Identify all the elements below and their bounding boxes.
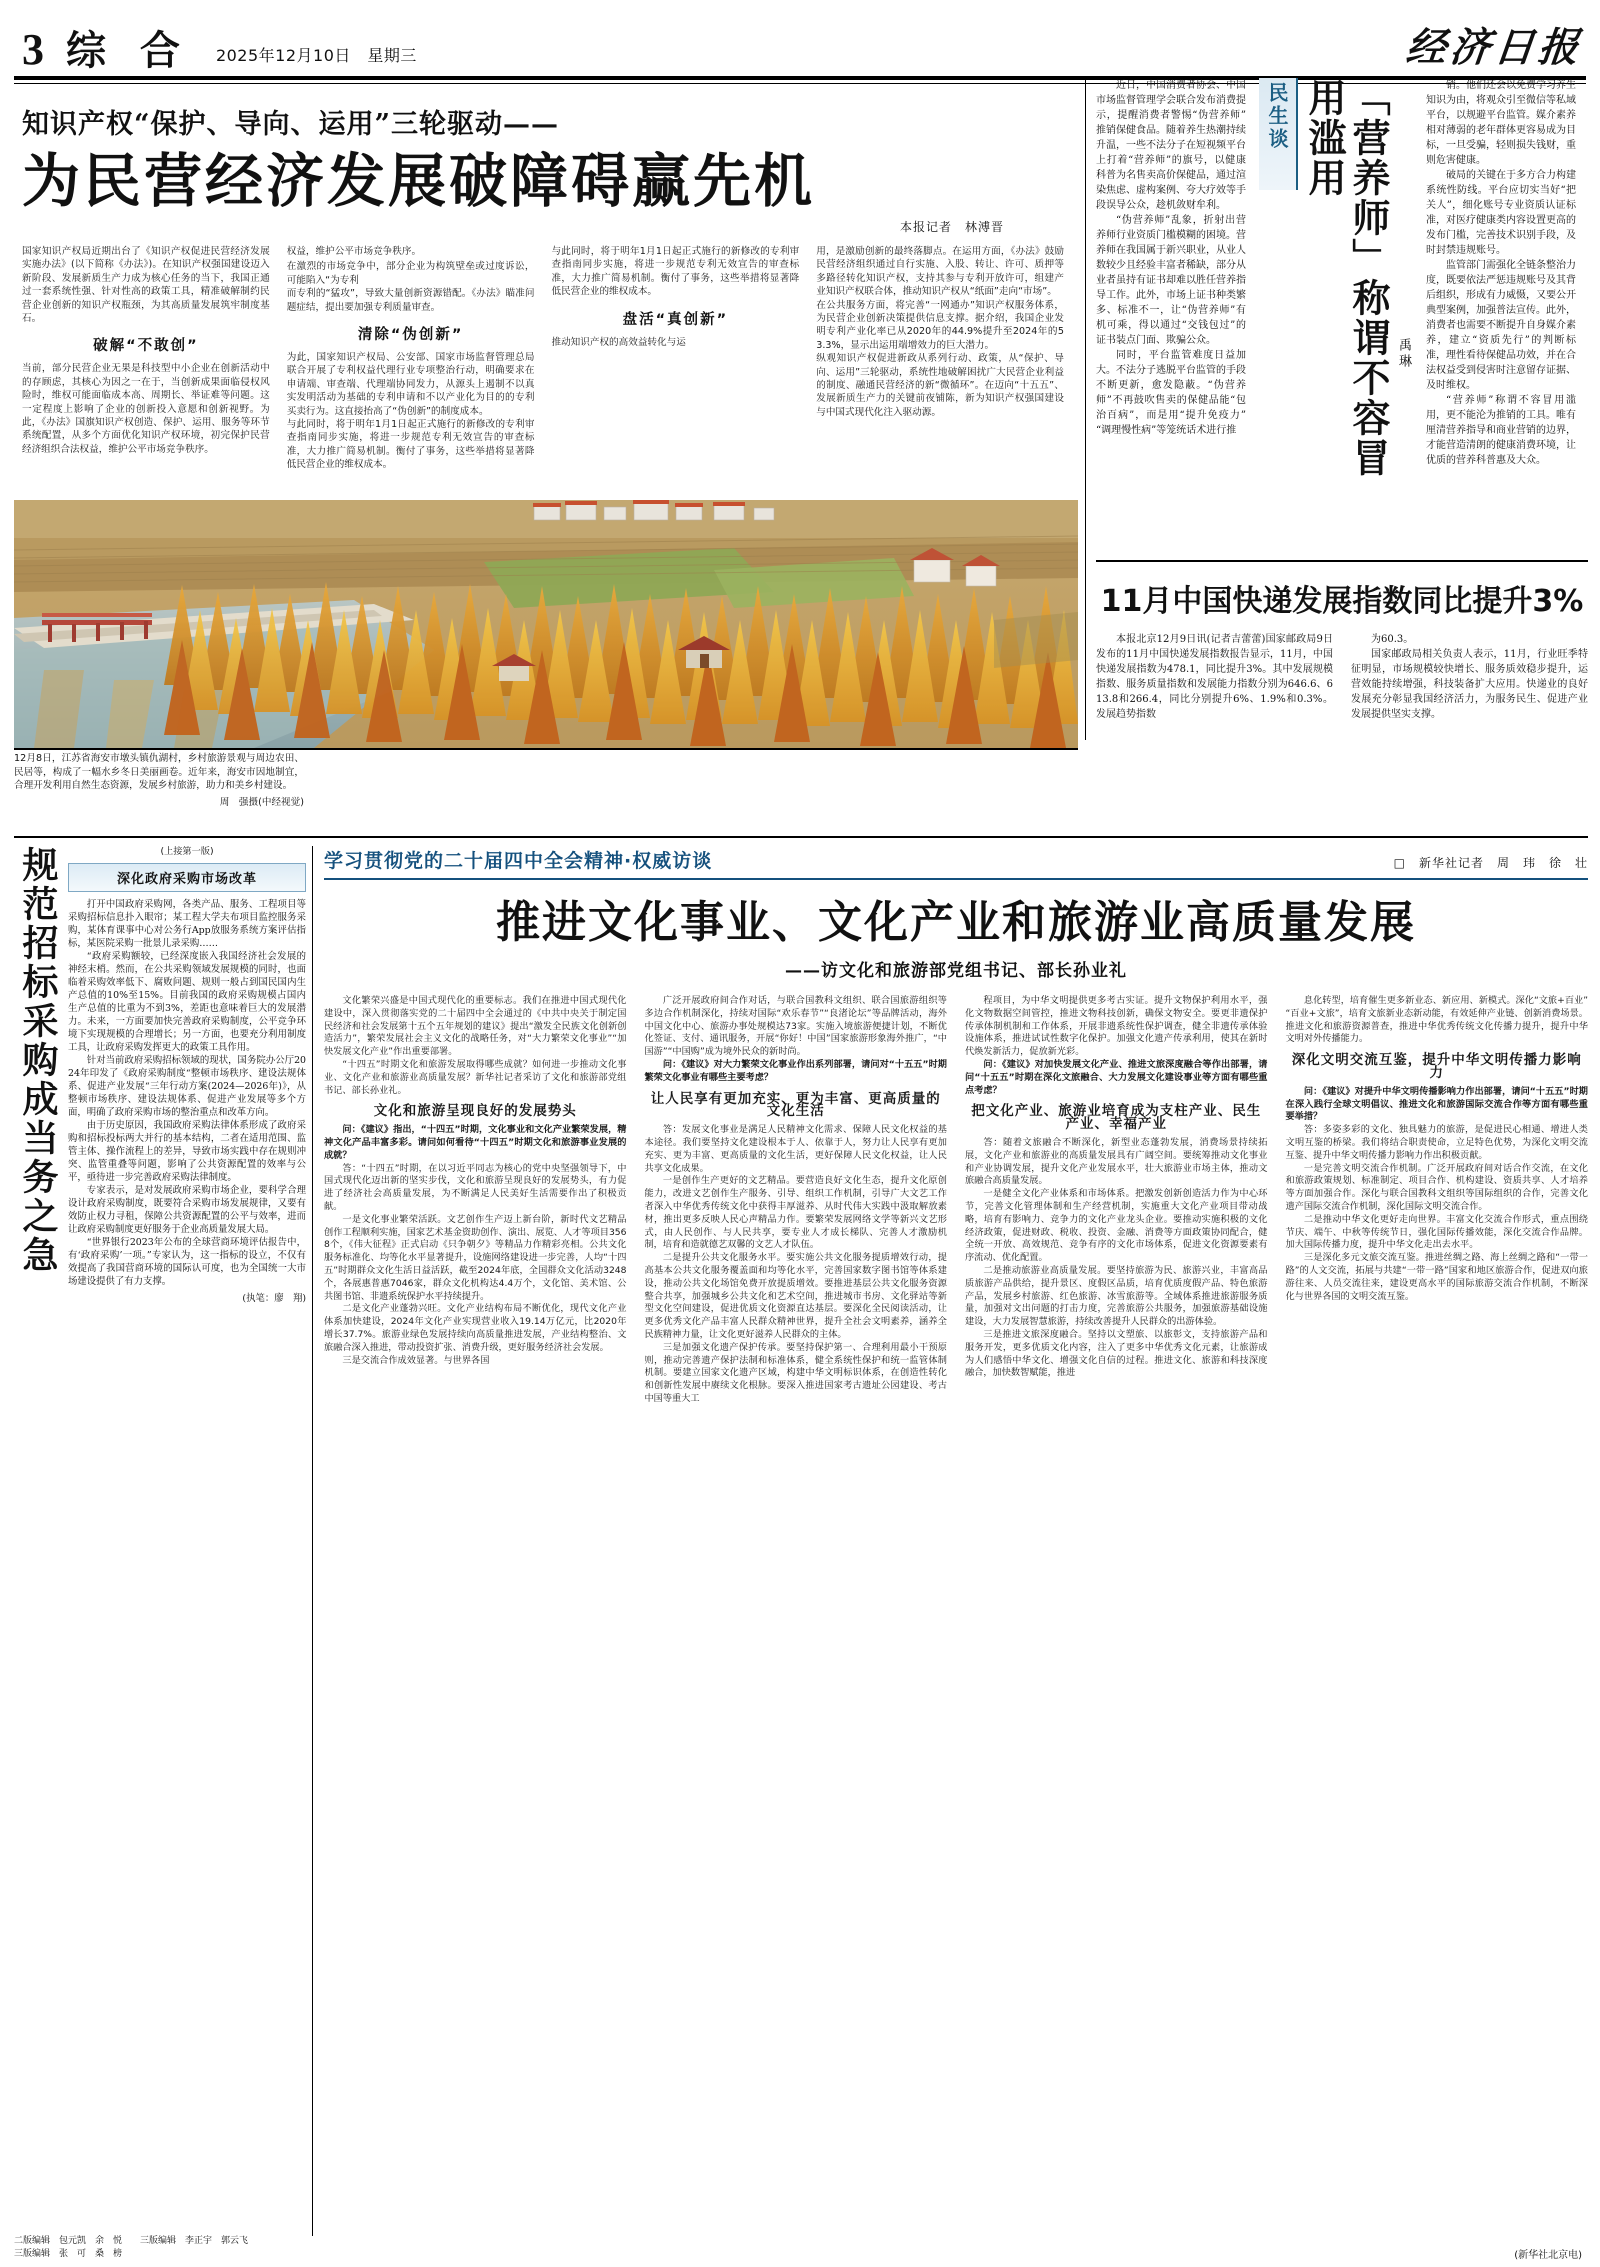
top-story-kicker: 知识产权“保护、导向、运用”三轮驱动—— [22,109,560,140]
lower-c2-p3: 一是创作生产更好的文艺精品。要营造良好文化生态，提升文化原创能力，改进文艺创作生产服务、引导、组织工作机制，引导广大文艺工作者深入中华优秀传统文化中获得丰厚滋养、从时代伟大实践中汲取解放素材，推出更多反映人民心声精品力作。要繁荣发展网络文学等新兴文艺形式，由人民创作、与人民共享，要专业人才成长梯队、完善人才激励机制，培育和造就德艺双馨的文艺人才队伍。 [644,1175,947,1251]
lower-c2-p2: 答：发展文化事业是满足人民精神文化需求、保障人民文化权益的基本途径。我们要坚持文化建设根本于人、依靠于人，努力让人民享有更加充实、更为丰富、更高质量的文化生活，更好保障人民文化权益，让人民共享文化成果。 [644,1124,947,1174]
top-story-headline: 为民营经济发展破障碍赢先机 [22,147,816,215]
minsheng-author: 禹琳 [1396,338,1411,370]
top-story-col2-p1: 在激烈的市场竞争中，部分企业为构筑壁垒或过度诉讼，可能陷入“为专利 [286,261,535,286]
top-story-byline: 本报记者 林溥晋 [899,220,1004,234]
lower-c2-p5: 三是加强文化遗产保护传承。要坚持保护第一、合理利用最小干预原则，推动完善遗产保护法制和标准体系，健全系统性保护和统一监管体制机制。要建立国家文化遗产区域，构建中华文明标识体系，在创造性转化和创新性发展中赓续文化根脉。要深入推进国家考古遗址公园建设、考古中国等重大工 [644,1341,947,1404]
lower-left-p3: 针对当前政府采购招标领域的现状，国务院办公厅2024年印发了《政府采购制度“整顿市场秩序、建设法规体系、促进产业发展“三年行动方案(2024—2026年)》，从整顿市场秩序、建设法规体系、促进产业发展等多个方面，明确了政府采购市场的整治重点和改革方向。 [68,1054,306,1118]
lower-c3-p5: 三是推进文旅深度融合。坚持以文塑旅、以旅彰文，支持旅游产品和服务开发，更多优质文化内容，注入了更多中华优秀文化元素，让旅游成为人们感悟中华文化、增强文化自信的过程。推进文化、旅游和科技深度融合，加快数智赋能，推进 [965,1328,1268,1379]
lower-left-p5: 专家表示，是对发展政府采购市场企业，要科学合理设计政府采购制度，既要符合采购市场发展规律，又要有效防止权力寻租，保障公共资源配置的公平与效率，进而让政府采购制度更好服务于企业高质量发展大局。 [68,1184,306,1235]
lower-banner-rule [324,878,1588,880]
lower-c4-p4: 二是推动中华文化更好走向世界。丰富文化交流合作形式，重点围绕节庆、端午、中秋等传统节日，强化国际传播效能，深化交流合作品牌。加大国际传播力度，提升中华文化走出去水平。 [1285,1213,1588,1251]
lower-c1-q1: 问：《建议》指出，“十四五”时期，文化事业和文化产业繁荣发展，精神文化产品丰富多彩。请问如何看待“十四五”时期文化和旅游事业发展的成就？ [324,1124,627,1161]
footer-editors [14,2235,314,2261]
masthead [0,0,1600,72]
lower-sec-head-3: 把文化产业、旅游业培育成为支柱产业、民生产业、幸福产业 [971,1103,1262,1133]
lower-c1-p1: 文化繁荣兴盛是中国式现代化的重要标志。我们在推进中国式现代化建设中，深入贯彻落实党的二十届四中全会通过的《中共中央关于制定国民经济和社会发展第十五个五年规划的建议》提出“激发全民族文化创新创造活力”，繁荣发展社会主义文化的战略任务，对“大力繁荣文化事业”“加快发展文化产业”作出重要部署。 [324,995,627,1058]
footer-editors-line-1: 二版编辑 包元凯 余 悦 三版编辑 李正宇 郭云飞 [14,2236,249,2246]
top-story-col2-p0: 权益，维护公平市场竞争秩序。 [286,246,422,257]
express-left-p1: 本报北京12月9日讯(记者吉蕾蕾)国家邮政局9日发布的11月中国快递发展指数报告显示，11月，中国快递发展指数为478.1，同比提升3%。其中发展规模指数、服务质量指数和发展能力指数分别为646.6、613.8和266.4，同比分别提升6%、1.9%和0.3%。发展趋势指数 [1096,634,1333,720]
lower-column-3 [965,995,1268,1406]
continued-from-page-one: (上接第一版) [160,846,214,857]
top-story-subhead-2: 清除“伪创新” [357,327,464,344]
lower-c1-p2: “十四五”时期文化和旅游发展取得哪些成就？如何进一步推动文化事业、文化产业和旅游业高质量发展？新华社记者采访了文化和旅游部党组书记、部长孙业礼。 [324,1058,627,1096]
feature-photo [14,500,1078,748]
lower-c4-p5: 三是深化多元文旅交流互鉴。推进丝绸之路、海上丝绸之路和“一带一路”的人文交流，拓展与共建“一带一路”国家和地区旅游合作，促进双向旅游往来、人员交流往来，建设更高水平的国际旅游交流合作机制，不断深化与世界各国的文明交流互鉴。 [1285,1252,1588,1302]
top-story-column-3 [552,245,800,472]
top-story-column-4 [816,245,1064,472]
minsheng-right-p1: 销。他们还会以免费学习养生知识为由，将观众引至微信等私域平台，以规避平台监管。媒介素养相对薄弱的老年群体更容易成为目标，一旦受骗，轻则损失钱财，重则危害健康。 [1426,80,1576,166]
lower-left-divider [312,846,313,2236]
lower-c1-p6: 三是交流合作成效显著。与世界各国 [342,1354,490,1366]
top-story-columns [22,245,1064,472]
lower-c2-q1: 问：《建议》对大力繁荣文化事业作出系列部署，请问对“十五五”时期繁荣文化事业有哪些主要考虑？ [644,1058,947,1083]
lower-c4-q1: 问：《建议》对提升中华文明传播影响力作出部署，请问“十五五”时期在深入践行全球文明倡议、推进文化和旅游国际交流合作等方面有哪些重要举措？ [1285,1085,1588,1123]
footer-agency-note: (新华社北京电) [1514,2250,1582,2261]
top-story-col3-p1: 与此同时，将于明年1月1日起正式施行的新修改的专利审查指南同步实施，将进一步规范专利无效宣告的审查标准，大力推广简易机制。衡付了事务，这些举措将显著降低民营企业的维权成本。 [551,246,800,298]
minsheng-column-right [1426,78,1576,468]
page-number: 3 [22,25,44,74]
lower-c2-p4: 二是提升公共文化服务水平。要实施公共文化服务提质增效行动，提高基本公共文化服务覆盖面和均等化水平，完善国家数字图书馆等体系建设，推动公共文化场馆免费开放提质增效。要推进基层公共文化服务资源整合共享，加强城乡公共文化和艺术空间，推进城市书房、文化驿站等新型文化空间建设，促进优质文化资源直达基层。要深化全民阅读活动，让更多优秀文化产品丰富人民群众精神世界，提升全社会文明素养，涵养全民族精神力量，让文化更好滋养人民群众的主体。 [644,1252,947,1340]
lower-left-p6: “世界银行2023年公布的全球营商环境评估报告中，有‘政府采购’一项。”专家认为，这一指标的设立，不仅有效提高了我国营商环境的国际认可度，也为全国统一大市场建设提供了有力支撑。 [68,1236,306,1287]
lower-main-article [324,846,1588,1406]
photo-top-rule [14,748,1078,750]
express-news-article [1096,570,1588,722]
photo-caption [14,752,304,809]
lower-headline: 推进文化事业、文化产业和旅游业高质量发展 [496,897,1416,948]
lower-left-column [14,846,306,2246]
top-story-col1-p1: 国家知识产权局近期出台了《知识产权促进民营经济发展实施办法》(以下简称《办法》)。在知识产权强国建设迈入新阶段、发展新质生产力成为核心任务的当下，我国正通过一套系统性强、针对性高的政策工具，精准破解制约民营企业创新的知识产权瓶颈，为其高质量发展筑牢制度基石。 [22,246,270,325]
minsheng-left-p3: 同时，平台监管难度日益加大。不法分子逃脱平台监管的手段不断更新，愈发隐蔽。“伪营养师”不再鼓吹售卖的保健品能“包治百病”，而是用“提升免疫力”“调理慢性病”等笼统话术进行推 [1096,350,1246,436]
rail-divider [1085,80,1086,740]
lower-column-2 [645,995,948,1406]
express-news-title: 11月中国快递发展指数同比提升3% [1100,584,1584,619]
publication-date: 2025年12月10日 星期三 [215,46,417,65]
top-story-subhead-1: 破解“不敢创” [93,338,199,355]
minsheng-tag: 民生谈 [1259,78,1298,190]
lower-column-1 [324,995,627,1406]
lower-left-box-headline: 深化政府采购市场改革 [68,863,306,892]
minsheng-right-p2: 破局的关键在于多方合力构建系统性防线。平台应切实当好“把关人”，细化账号专业资质认证标准，对医疗健康类内容设置更高的发布门槛，完善技术识别手段，及时封禁违规账号。 [1426,170,1576,256]
top-story [0,84,1080,472]
minsheng-left-p1: 近日，中国消费者协会、中国市场监督管理学会联合发布消费提示，提醒消费者警惕“伪营养师”推销保健食品。随着养生热潮持续升温，一些不法分子在短视频平台上打着“营养师”的旗号，以健康科普为名售卖高价保健品，通过渲染焦虑、虚构案例、夸大疗效等手段误导公众，趁机敛财牟利。 [1096,80,1246,211]
top-story-col2-p2: 而专利的“猛攻”，导致大量创新资源错配。《办法》瞄准问题症结，提出要加强专利质量审查。 [286,288,535,313]
lower-left-p1: 打开中国政府采购网，各类产品、服务、工程项目等采购招标信息扑入眼帘；某工程大学夫布项目监控服务采购，某体育课事中心对公务行App放服务系统方案评估指标，某医院采购一批景儿录采购…… [68,898,306,949]
lower-c4-p2: 答：多姿多彩的文化、独具魅力的旅游，是促进民心相通、增进人类文明互鉴的桥梁。我们将结合职责使命，立足特色优势，为深化文明交流互鉴、提升中华文明传播力影响力作出积极贡献。 [1285,1124,1588,1161]
top-story-col1-p2: 当前，部分民营企业无果是科技型中小企业在创新活动中的存顾虑，其核心为因之一在于，当创新成果面临侵权风险时，维权可能面临成本高、周期长、举证难等问题。这一定程度上影响了企业的创新投入意愿和创新视野。为此，《办法》国旗知识产权创造、保护、运用、服务等环节系统配置，从多个方面优化知识产权环境，初完保护民营经济组织合法权益，维护公平市场竞争秩序。 [22,363,270,455]
minsheng-right-p4: “营养师”称谓不容冒用滥用，更不能沦为推销的工具。唯有厘清营养指导和商业营销的边界，才能营造清朗的健康消费环境，让优质的营养科普惠及大众。 [1426,395,1576,466]
top-story-col4-p3: 纵观知识产权促进新政从系列行动、政策，从“保护、导向、运用”三轮驱动，系统性地破解困扰广大民营企业利益的制度、融通民营经济的新“微循环”。在迈向“十五五”、发展新质生产力的关键前夜铺陈，新为知识产权强国建设与中国式现代化注入驱动源。 [816,353,1064,418]
lower-sec-head-4: 深化文明交流互鉴，提升中华文明传播力影响力 [1291,1052,1582,1081]
lower-c1-p4: 一是文化事业繁荣活跃。文艺创作生产迈上新台阶，新时代文艺精品创作工程顺利实施，国家艺术基金资助创作、演出、展览、人才等项目3568个，《伟大征程》正式启动《只争朝夕》等精品力作精彩亮相。公共文化服务标准化、均等化水平显著提升，设施网络建设进一步完善，人均“十四五”时期群众文化生活日益活跃，截至2024年底，全国群众文化活动3248个，各展惠普惠7046家，群众文化机构达4.4万个，文化馆、美术馆、公共图书馆、非遗系统保护水平持续提升。 [324,1213,627,1302]
express-column-left [1096,632,1333,722]
express-separator [1096,560,1588,562]
lower-sec-head-2: 让人民享有更加充实、更为丰富、更高质量的文化生活 [650,1090,941,1120]
rural-autumn-landscape-image [14,500,1078,748]
lower-c3-p4: 二是推动旅游业高质量发展。要坚持旅游为民、旅游兴业，丰富高品质旅游产品供给，提升景区、度假区品质，培育优质度假产品、特色旅游产品，发展乡村旅游、红色旅游、冰雪旅游等。全域体系推进旅游服务质量，加强对文出问题的打击力度，完善旅游公共服务，加强旅游基础设施建设，大力发展智慧旅游，持续改善提升人民群众的出游体验。 [965,1264,1268,1328]
lower-agency-credit: □ 新华社记者 周 玮 徐 壮 [1393,856,1588,870]
top-story-col3-p2: 推动知识产权的高效益转化与运 [551,336,686,348]
lower-banner-label: 学习贯彻党的二十届四中全会精神·权威访谈 [324,850,713,872]
express-right-p1: 为60.3。 [1371,634,1414,645]
photo-caption-text: 12月8日，江苏省海安市墩头镇仇湖村，乡村旅游景观与周边农田、民居等，构成了一幅水乡冬日美丽画卷。近年来，海安市因地制宜，合理开发利用自然生态资源，发展乡村旅游，助力和美乡村建设。 [14,753,304,791]
lower-left-body [68,898,306,1305]
minsheng-left-p2: “伪营养师”乱象，折射出营养师行业资质门槛模糊的困境。营养师在我国属于新兴职业，从业人数较少且经验丰富者稀缺，部分从业者虽持有证书却难以胜任营养指导工作。此外，市场上证书种类繁多、标准不一，让“伪营养师”有机可乘，得以通过“交钱包过”的证书装点门面、欺骗公众。 [1096,215,1246,346]
lower-left-p2: “政府采购额较，已经深度嵌入我国经济社会发展的神经末梢。然而，在公共采购领域发展规模的同时，也面临着采购效率低下、腐败问题、规则一般占到国民国内生产总值的10%至15%。目前我国的政府采购规模占国内生产总值的比重为不到3%，差距也意味着巨大的发展潜力。未来，一方面要加快完善政府采购制度，公平竞争环境下实现规模的合理增长；另一方面，也要充分利用制度工具，让政府采购发挥更大的政策工具作用。 [68,950,306,1053]
lower-column-4 [1286,995,1589,1406]
top-story-column-1 [22,245,270,472]
lower-subheadline: ——访文化和旅游部党组书记、部长孙业礼 [785,961,1127,981]
minsheng-right-p3: 监管部门需强化全链条整治力度，既要依法严惩违规账号及其背后组织，形成有力威慑，又要公开典型案例，加强普法宣传。此外，消费者也需要不断提升自身媒介素养，建立“资质先行”的判断标准，理性看待保健品功效，并在合法权益受到侵害时注意留存证据、及时维权。 [1426,260,1576,391]
lower-c1-p5: 二是文化产业蓬勃兴旺。文化产业结构布局不断优化，现代文化产业体系加快建设，2024年文化产业实现营业收入19.14万亿元，比2020年增长37.7%。旅游业绿色发展持续向高质量推进发展，产业结构整治、文旅融合深入推进，带动投资扩张、消费升级，更好服务经济社会发展。 [324,1303,627,1353]
section-name: 综 合 [66,28,190,74]
lower-c1-p3: 答：“十四五”时期，在以习近平同志为核心的党中央坚强领导下，中国式现代化迈出新的坚实步伐，文化和旅游呈现良好的发展势头，有力促进了经济社会高质量发展，为不断满足人民美好生活需要作出了积极贡献。 [324,1162,627,1212]
minsheng-column-left [1096,78,1246,438]
lower-left-exec-line: (执笔：廖 翔) [242,1292,306,1304]
lower-c2-p1: 广泛开展政府间合作对话，与联合国教科文组织、联合国旅游组织等多边合作机制深化，持续对国际“欢乐春节”“良渚论坛”等品牌活动，海外中国文化中心、旅游办事处规模达73家。实施入境旅游便捷计划，不断优化签证、支付、通讯服务，开展“你好！中国”国家旅游形象海外推广，“中国游”“中国购”成为境外民众的新时尚。 [644,995,947,1058]
top-story-column-2 [287,245,535,472]
top-story-col2-p3: 为此，国家知识产权局、公安部、国家市场监督管理总局联合开展了专利权益代理行业专项整治行动，明确要求在申请端、审查端、代理端协同发力，从源头上遏制不以真实发明活动为基础的专利申请和不以产业化为目的的专利买卖行为。这直接抬高了“伪创新”的制度成本。 [286,352,535,417]
footer-editors-line-2: 三版编辑 张 可 桑 榜 [14,2249,123,2259]
top-story-col2-p4: 与此同时，将于明年1月1日起正式施行的新修改的专利审查指南同步实施，将进一步规范专利无效宣告的审查标准，大力推广简易机制。衡付了事务，这些举措将显著降低民营企业的维权成本。 [286,419,535,471]
top-story-col4-p2: 在公共服务方面，将完善“一网通办”知识产权服务体系，为民营企业创新决策提供信息支撑。据介绍，我国企业发明专利产业化率已从2020年的44.9%提升至2024年的53.3%，显示出运用端增效力的巨大潜力。 [816,299,1064,351]
lower-sec-head-1: 文化和旅游呈现良好的发展势头 [373,1103,577,1120]
minsheng-article [1096,78,1588,498]
lower-c4-p1: 息化转型，培育催生更多新业态、新应用、新模式。深化“文旅+百业”“百业+文旅”，培育文旅新业态新动能，有效延伸产业链、创新消费场景。推进文化和旅游资源普查，推进中华优秀传统文化传播力提升，提升中华文明对外传播能力。 [1285,995,1588,1045]
lower-c3-q1: 问：《建议》对加快发展文化产业、推进文旅深度融合等作出部署，请问“十五五”时期在深化文旅融合、大力发展文化建设事业等方面有哪些重点考虑？ [965,1058,1268,1096]
top-story-subhead-3: 盘活“真创新” [622,311,729,328]
lower-left-p4: 由于历史原因，我国政府采购法律体系形成了政府采购和招标投标两大并行的基本结构，二者在适用范围、监管主体、操作流程上的差异，导致市场实践中存在规则冲突、监管重叠等问题，影响了公共资源配置的效率与公平，亟待进一步完善政府采购法律制度。 [68,1119,306,1183]
express-column-right [1351,632,1588,722]
lower-c3-p3: 一是健全文化产业体系和市场体系。把激发创新创造活力作为中心环节，完善文化管理体制和生产经营机制，实施重大文化产业项目带动战略，培育有影响力、竞争力的文化产业龙头企业。要推动实施积极的文化经济政策，促进财政、税收、投资、金融、消费等方面政策协同配合，健全统一开放、高效规范、竞争有序的文化市场体系，促进文化资源要素有序流动、优化配置。 [965,1188,1268,1264]
lower-c4-p3: 一是完善文明交流合作机制。广泛开展政府间对话合作交流，在文化和旅游政策规划、标准制定、项目合作、机构建设、资质共享、人才培养等方面加强合作。深化与联合国教科文组织等国际组织的合作，完善文化遗产国际交流合作机制，深化国际文明交流合作。 [1285,1162,1588,1212]
photo-credit: 周 强摄(中经视觉) [219,796,304,808]
minsheng-vertical-headline: 「营养师」称谓不容冒用滥用 [1302,78,1390,478]
lower-left-vertical-title: 规范招标采购成当务之急 [17,846,58,1275]
top-story-col4-p1: 用，是激励创新的最终落脚点。在运用方面，《办法》鼓励民营经济组织通过自行实施、入股、转让、许可、质押等多路径转化知识产权，支持其参与专利开放许可，组建产业知识产权联合体，推动知识产权从“纸面”走向“市场”。 [816,246,1064,298]
express-right-p2: 国家邮政局相关负责人表示，11月，行业旺季特征明显，市场规模较快增长、服务质效稳步提升，运营效能持续增强，科技装备扩大应用。快递业的良好发展充分彰显我国经济活力，为服务民生、促进产业发展提供坚实支撑。 [1351,649,1588,720]
newspaper-brand-logo: 经济日报 [1403,25,1585,71]
lower-section-rule [14,836,1588,838]
lower-c3-p2: 答：随着文旅融合不断深化，新型业态蓬勃发展，消费场景持续拓展，文化产业和旅游业的高质量发展具有广阔空间。要统筹推动文化事业和产业协调发展，提升文化产业发展水平，壮大旅游业市场主体，推动文旅融合高质量发展。 [965,1136,1268,1187]
lower-c3-p1: 程项目，为中华文明提供更多考古实证。提升文物保护利用水平，强化文物数据空间管控，推进文物科技创新，确保文物安全。要更非遗保护传承体制机制和工作体系，开展非遗系统性保护调查，健全非遗传承体验设施体系，推进试试性数字化保护。加强文化遗产传承利用，使其在新时代焕发新活力，促放新光彩。 [965,995,1268,1058]
